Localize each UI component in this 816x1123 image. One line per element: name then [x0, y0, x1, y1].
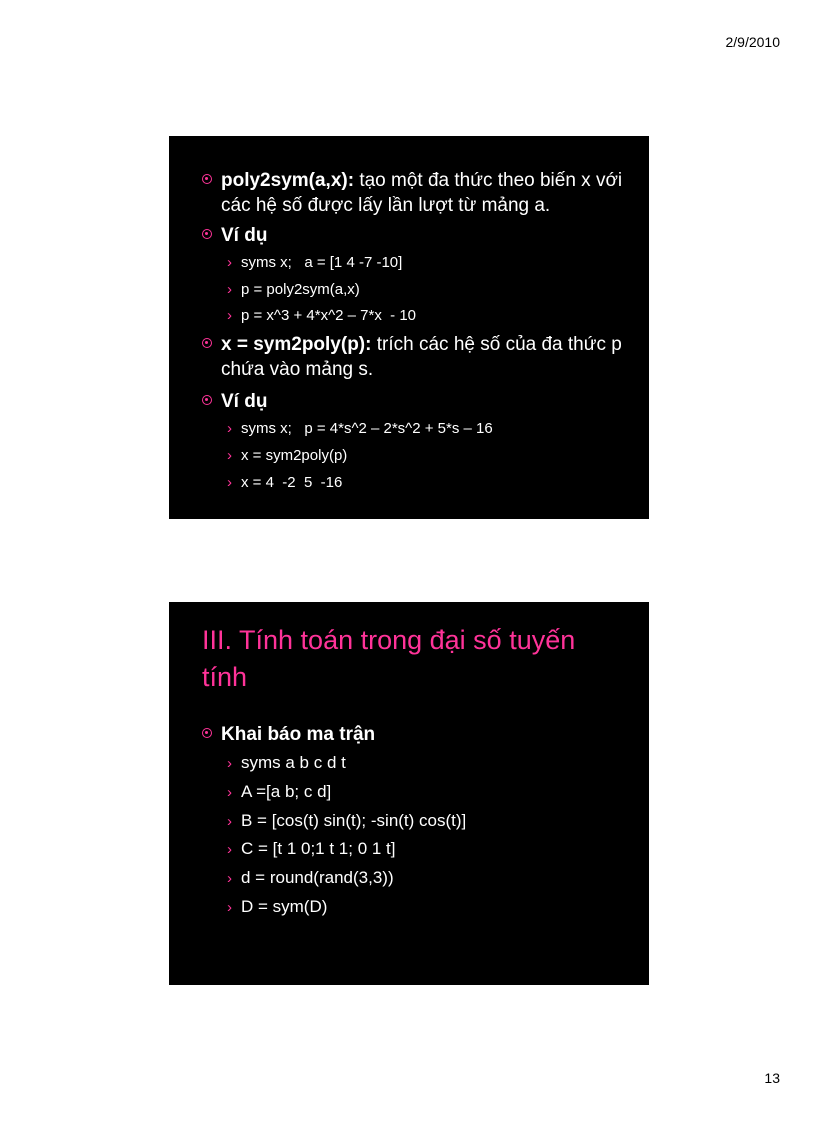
slide-polynomial	[169, 136, 649, 519]
example-line: › syms x; a = [1 4 -7 -10]	[227, 254, 403, 271]
bullet-heading: Ví dụ	[221, 225, 268, 246]
example-line: › x = sym2poly(p)	[227, 447, 348, 464]
circle-bullet-icon	[202, 728, 212, 738]
example-line: › p = x^3 + 4*x^2 – 7*x - 10	[227, 307, 417, 324]
page-date: 2/9/2010	[725, 34, 780, 50]
bullet-heading: Ví dụ	[221, 391, 268, 412]
chevron-right-icon: ›	[227, 755, 232, 772]
chevron-right-icon: ›	[227, 420, 232, 437]
bullet-keyword: x = sym2poly(p):	[221, 334, 372, 355]
chevron-right-icon: ›	[227, 899, 232, 916]
circle-bullet-icon	[202, 338, 212, 348]
chevron-right-icon: ›	[227, 784, 232, 801]
matrix-line: › B = [cos(t) sin(t); -sin(t) cos(t)]	[227, 811, 467, 830]
chevron-right-icon: ›	[227, 870, 232, 887]
example-line: › p = poly2sym(a,x)	[227, 281, 360, 298]
circle-bullet-icon	[202, 229, 212, 239]
slide-title: III. Tính toán trong đại số tuyến tính	[202, 625, 576, 692]
matrix-line: › d = round(rand(3,3))	[227, 868, 394, 887]
bullet-poly2sym	[202, 168, 627, 218]
bullet-matrix-declaration	[202, 722, 627, 747]
matrix-line: › D = sym(D)	[227, 897, 328, 916]
chevron-right-icon: ›	[227, 281, 232, 298]
bullet-description: trích các hệ số của đa thức p chứa vào mảng s.	[221, 334, 622, 380]
chevron-right-icon: ›	[227, 841, 232, 858]
bullet-heading: Khai báo ma trận	[221, 724, 376, 745]
page-number: 13	[764, 1070, 780, 1086]
slide-linear-algebra	[169, 602, 649, 985]
chevron-right-icon: ›	[227, 474, 232, 491]
bullet-description: tạo một đa thức theo biến x với các hệ số được lấy lần lượt từ mảng a.	[221, 170, 623, 216]
matrix-line: › syms a b c d t	[227, 753, 346, 772]
bullet-example	[202, 389, 627, 414]
example-line: › syms x; p = 4*s^2 – 2*s^2 + 5*s – 16	[227, 420, 493, 437]
example-line: › x = 4 -2 5 -16	[227, 474, 343, 491]
bullet-example	[202, 223, 627, 248]
bullet-keyword: poly2sym(a,x):	[221, 170, 355, 191]
chevron-right-icon: ›	[227, 254, 232, 271]
matrix-line: › C = [t 1 0;1 t 1; 0 1 t]	[227, 839, 396, 858]
chevron-right-icon: ›	[227, 447, 232, 464]
circle-bullet-icon	[202, 395, 212, 405]
chevron-right-icon: ›	[227, 307, 232, 324]
circle-bullet-icon	[202, 174, 212, 184]
chevron-right-icon: ›	[227, 813, 232, 830]
bullet-sym2poly	[202, 332, 627, 382]
matrix-line: › A =[a b; c d]	[227, 782, 332, 801]
